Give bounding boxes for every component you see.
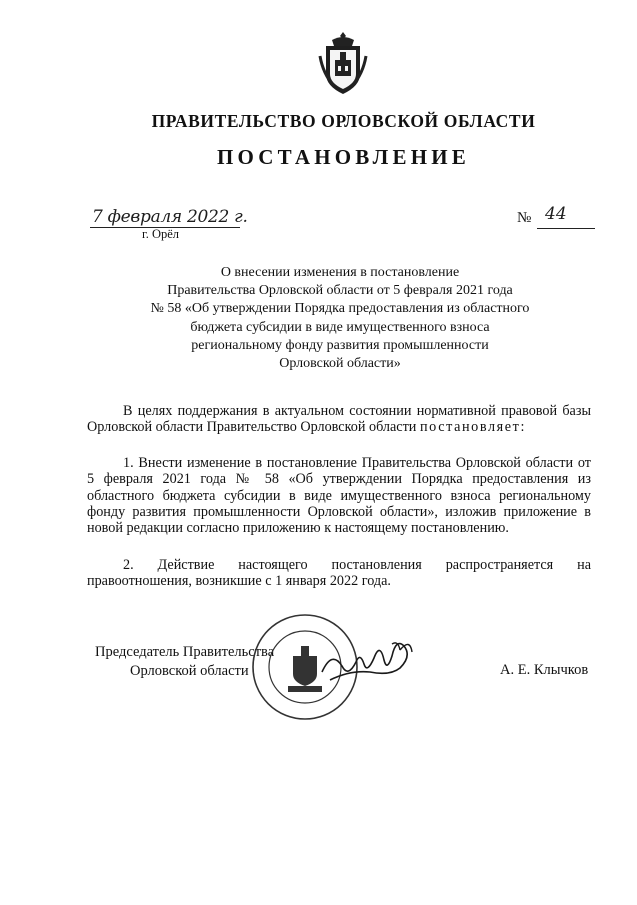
handwritten-number: 44	[545, 204, 567, 224]
subject-line: региональному фонду развития промышленности	[191, 337, 489, 353]
subject-line: бюджета субсидии в виде имущественного взноса	[190, 319, 490, 335]
city-label: г. Орёл	[142, 227, 180, 241]
intro-emphasis: постановляет:	[419, 419, 527, 436]
subject-line: Правительства Орловской области от 5 февраля 2021 года	[167, 283, 513, 299]
signatory-name: А. Е. Клычков	[500, 662, 589, 678]
government-title: ПРАВИТЕЛЬСТВО ОРЛОВСКОЙ ОБЛАСТИ	[151, 111, 536, 131]
position-line: Орловской области	[130, 663, 249, 679]
item-1-paragraph: 1. Внести изменение в постановление Правительства Орловской области от 5 февраля 2021 года № 58 «Об утверждении Порядка предоставления из областного бюджета субсидии в виде имущественного взноса региональному фонду развития промышленности Орловской области», изложив приложение в новой редакции согласно приложению к настоящему постановлению.	[87, 455, 591, 537]
subject-line: О внесении изменения в постановление	[220, 265, 460, 280]
document-type-title: ПОСТАНОВЛЕНИЕ	[216, 145, 471, 169]
document-subject	[110, 264, 570, 373]
signatory-position	[95, 643, 274, 681]
handwritten-date: 7 февраля 2022 г.	[92, 207, 248, 227]
item-2-paragraph: 2. Действие настоящего постановления распространяется на правоотношения, возникшие с 1 января 2022 года.	[87, 557, 591, 590]
coat-of-arms-icon	[318, 30, 368, 96]
number-underline	[537, 228, 595, 229]
subject-line: № 58 «Об утверждении Порядка предоставления из областного	[150, 301, 530, 317]
position-line: Председатель Правительства	[95, 644, 275, 660]
subject-line: Орловской области»	[279, 356, 401, 372]
handwritten-signature-icon	[318, 634, 418, 694]
intro-paragraph	[87, 403, 591, 436]
intro-text: В целях поддержания в актуальном состоянии нормативной правовой базы Орловской области Правительство Орловской области	[87, 403, 591, 436]
number-label: №	[517, 210, 532, 226]
